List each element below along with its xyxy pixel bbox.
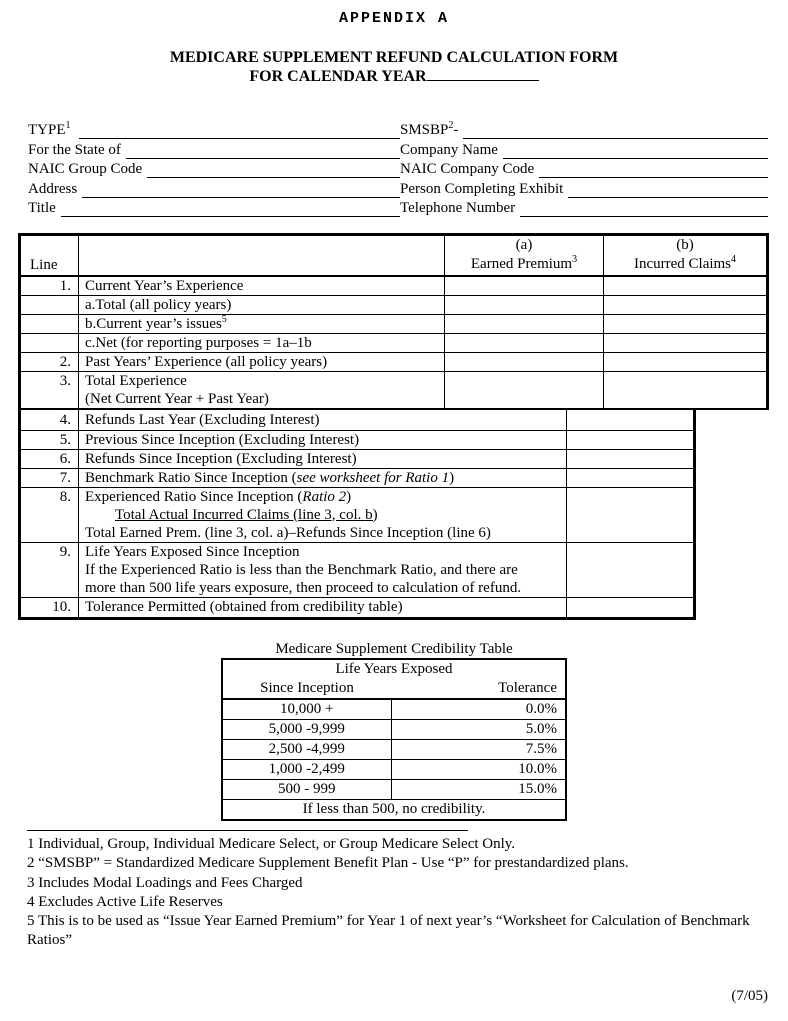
incurred-claims-column-header: (b) Incurred Claims$^4$ bbox=[604, 235, 768, 277]
experience-table-lower bbox=[18, 408, 696, 620]
header-fields bbox=[28, 120, 768, 217]
life-years-exposed-header: Life Years Exposed bbox=[335, 661, 453, 677]
line-number: 3. bbox=[20, 372, 79, 410]
calendar-year-label: FOR CALENDAR YEAR bbox=[249, 68, 427, 85]
line-number: 5. bbox=[20, 430, 79, 449]
incurred-claims-cell-line1c[interactable] bbox=[604, 334, 768, 353]
footnote-2: 2 “SMSBP” = Standardized Medicare Supplement Benefit Plan - Use “P” for prestandardized plans. bbox=[27, 855, 629, 872]
footnote-1: 1 Individual, Group, Individual Medicare Select, or Group Medicare Select Only. bbox=[27, 836, 516, 852]
value-cell-line10[interactable] bbox=[567, 597, 695, 618]
issues-footnote-ref: 5 bbox=[221, 314, 227, 325]
footnote-5: 5 This is to be used as “Issue Year Earned Premium” for Year 1 of next year’s “Worksheet for Calculation of Benchmark Ratios” bbox=[27, 913, 750, 949]
credibility-table-title: Medicare Supplement Credibility Table bbox=[275, 641, 513, 657]
footnote-4: 4 Excludes Active Life Reserves bbox=[27, 893, 223, 910]
value-cell-line6[interactable] bbox=[567, 449, 695, 468]
field-naic-group-code bbox=[28, 159, 400, 178]
row-description: Life Years Exposed Since Inception If the Experienced Ratio is less than the Benchmark Ratio, and there are more than 500 life years exposure, then proceed to calculation of refund. bbox=[79, 542, 567, 597]
appendix-title: APPENDIX A bbox=[338, 10, 449, 27]
telephone-label: Telephone Number bbox=[400, 199, 516, 216]
incurred-claims-cell-line1a[interactable] bbox=[604, 296, 768, 315]
tolerance-value: 10.0% bbox=[391, 760, 566, 780]
row-description: a.Total (all policy years) bbox=[79, 296, 445, 315]
ratio-numerator: Total Actual Incurred Claims (line 3, col. b) bbox=[115, 506, 378, 523]
credibility-row bbox=[222, 760, 566, 780]
field-address bbox=[28, 178, 400, 197]
table-row-line10 bbox=[20, 597, 695, 618]
row-description: b.Current year’s issues$^5$ bbox=[79, 315, 445, 334]
field-naic-company-code bbox=[400, 159, 768, 178]
table-row-line1c bbox=[20, 334, 768, 353]
table-row-line8 bbox=[20, 487, 695, 542]
title-blank[interactable] bbox=[61, 215, 400, 217]
address-label: Address bbox=[28, 180, 78, 197]
line-number: 4. bbox=[20, 409, 79, 430]
line-number: 7. bbox=[20, 468, 79, 487]
tolerance-value: 7.5% bbox=[391, 740, 566, 760]
line-number: 10. bbox=[20, 597, 79, 618]
credibility-row bbox=[222, 699, 566, 720]
footnote-3: 3 Includes Modal Loadings and Fees Charged bbox=[27, 874, 303, 891]
line-number bbox=[20, 315, 79, 334]
tolerance-header: Tolerance bbox=[391, 679, 566, 699]
field-type bbox=[28, 120, 400, 139]
row-description: Benchmark Ratio Since Inception (see worksheet for Ratio 1) bbox=[79, 468, 567, 487]
credibility-span-header-row bbox=[222, 659, 566, 679]
table-row-line2 bbox=[20, 353, 768, 372]
earned-premium-cell-line1b[interactable] bbox=[445, 315, 604, 334]
line-number: 8. bbox=[20, 487, 79, 542]
footnotes bbox=[27, 830, 768, 951]
table-row-line9 bbox=[20, 542, 695, 597]
table-row-line1a bbox=[20, 296, 768, 315]
tolerance-value: 0.0% bbox=[391, 699, 566, 720]
field-title bbox=[28, 198, 400, 217]
life-years-range: 1,000 -2,499 bbox=[222, 760, 391, 780]
credibility-row bbox=[222, 780, 566, 800]
row-description: Refunds Last Year (Excluding Interest) bbox=[79, 409, 567, 430]
earned-premium-cell-line3[interactable] bbox=[445, 372, 604, 410]
earned-premium-footnote-ref: 3 bbox=[572, 254, 578, 265]
field-smsbp bbox=[400, 120, 768, 139]
smsbp-label: SMSBP$^2$- bbox=[400, 120, 459, 139]
experience-table-header-row bbox=[20, 235, 768, 277]
table-row-line6 bbox=[20, 449, 695, 468]
description-column-header bbox=[79, 235, 445, 277]
naic-company-code-label: NAIC Company Code bbox=[400, 161, 535, 178]
title-label: Title bbox=[28, 199, 56, 216]
row-description: Experienced Ratio Since Inception (Ratio 2) Total Actual Incurred Claims (line 3, col. b) Total Earned Prem. (line 3, col. a)–Refunds Since Inception (line 6) bbox=[79, 487, 567, 542]
earned-premium-cell-line1a[interactable] bbox=[445, 296, 604, 315]
line-number: 9. bbox=[20, 542, 79, 597]
ratio-denominator: Total Earned Prem. (line 3, col. a)–Refunds Since Inception (line 6) bbox=[85, 524, 491, 541]
life-years-range: 10,000 + bbox=[222, 699, 391, 720]
value-cell-line5[interactable] bbox=[567, 430, 695, 449]
form-title-line1: MEDICARE SUPPLEMENT REFUND CALCULATION FORM bbox=[169, 49, 619, 66]
credibility-footer-row bbox=[222, 800, 566, 821]
credibility-row bbox=[222, 740, 566, 760]
earned-premium-cell-line2[interactable] bbox=[445, 353, 604, 372]
field-person-completing bbox=[400, 178, 768, 197]
row-description: Refunds Since Inception (Excluding Interest) bbox=[79, 449, 567, 468]
table-row-line4 bbox=[20, 409, 695, 430]
incurred-claims-footnote-ref: 4 bbox=[731, 254, 737, 265]
field-state bbox=[28, 139, 400, 158]
value-cell-line7[interactable] bbox=[567, 468, 695, 487]
telephone-blank[interactable] bbox=[520, 215, 768, 217]
incurred-claims-cell-line2[interactable] bbox=[604, 353, 768, 372]
form-title bbox=[0, 48, 788, 86]
calendar-year-blank[interactable] bbox=[427, 67, 539, 81]
row-description: c.Net (for reporting purposes = 1a–1b bbox=[79, 334, 445, 353]
line-number: 1. bbox=[20, 276, 79, 296]
form-title-line2 bbox=[0, 67, 788, 86]
person-completing-label: Person Completing Exhibit bbox=[400, 180, 564, 197]
table-row-line3 bbox=[20, 372, 768, 410]
table-row-line1b bbox=[20, 315, 768, 334]
smsbp-footnote-ref: 2 bbox=[448, 120, 454, 132]
naic-group-code-label: NAIC Group Code bbox=[28, 161, 143, 178]
credibility-row bbox=[222, 720, 566, 740]
incurred-claims-cell-line3[interactable] bbox=[604, 372, 768, 410]
incurred-claims-cell-line1[interactable] bbox=[604, 276, 768, 296]
earned-premium-column-header: (a) Earned Premium$^3$ bbox=[445, 235, 604, 277]
life-years-range: 5,000 -9,999 bbox=[222, 720, 391, 740]
field-company-name bbox=[400, 139, 768, 158]
row-description: Previous Since Inception (Excluding Interest) bbox=[79, 430, 567, 449]
row-description: Total Experience (Net Current Year + Past Year) bbox=[79, 372, 445, 410]
revision-date: (7/05) bbox=[731, 988, 768, 1004]
credibility-table bbox=[221, 658, 567, 821]
table-row-line5 bbox=[20, 430, 695, 449]
line-number bbox=[20, 296, 79, 315]
row-description: Current Year’s Experience bbox=[79, 276, 445, 296]
company-name-label: Company Name bbox=[400, 141, 498, 158]
life-years-range: 2,500 -4,999 bbox=[222, 740, 391, 760]
table-row-line7 bbox=[20, 468, 695, 487]
tolerance-value: 5.0% bbox=[391, 720, 566, 740]
earned-premium-cell-line1c[interactable] bbox=[445, 334, 604, 353]
value-cell-line4[interactable] bbox=[567, 409, 695, 430]
experience-table-upper bbox=[18, 233, 769, 410]
tolerance-value: 15.0% bbox=[391, 780, 566, 800]
line-column-header: Line bbox=[20, 235, 79, 277]
state-label: For the State of bbox=[28, 141, 121, 158]
row-description: Tolerance Permitted (obtained from credibility table) bbox=[79, 597, 567, 618]
line-number: 6. bbox=[20, 449, 79, 468]
footnote-separator bbox=[27, 830, 468, 831]
type-footnote-ref: 1 bbox=[65, 120, 71, 132]
value-cell-line8[interactable] bbox=[567, 487, 695, 542]
type-label: TYPE$^1$ bbox=[28, 120, 71, 139]
field-telephone bbox=[400, 198, 768, 217]
earned-premium-cell-line1[interactable] bbox=[445, 276, 604, 296]
incurred-claims-cell-line1b[interactable] bbox=[604, 315, 768, 334]
line-number: 2. bbox=[20, 353, 79, 372]
value-cell-line9[interactable] bbox=[567, 542, 695, 597]
life-years-range: 500 - 999 bbox=[222, 780, 391, 800]
since-inception-header: Since Inception bbox=[222, 679, 391, 699]
table-row-line1 bbox=[20, 276, 768, 296]
credibility-footer-note: If less than 500, no credibility. bbox=[222, 800, 566, 821]
line-number bbox=[20, 334, 79, 353]
row-description: Past Years’ Experience (all policy years) bbox=[79, 353, 445, 372]
credibility-column-header-row bbox=[222, 679, 566, 699]
